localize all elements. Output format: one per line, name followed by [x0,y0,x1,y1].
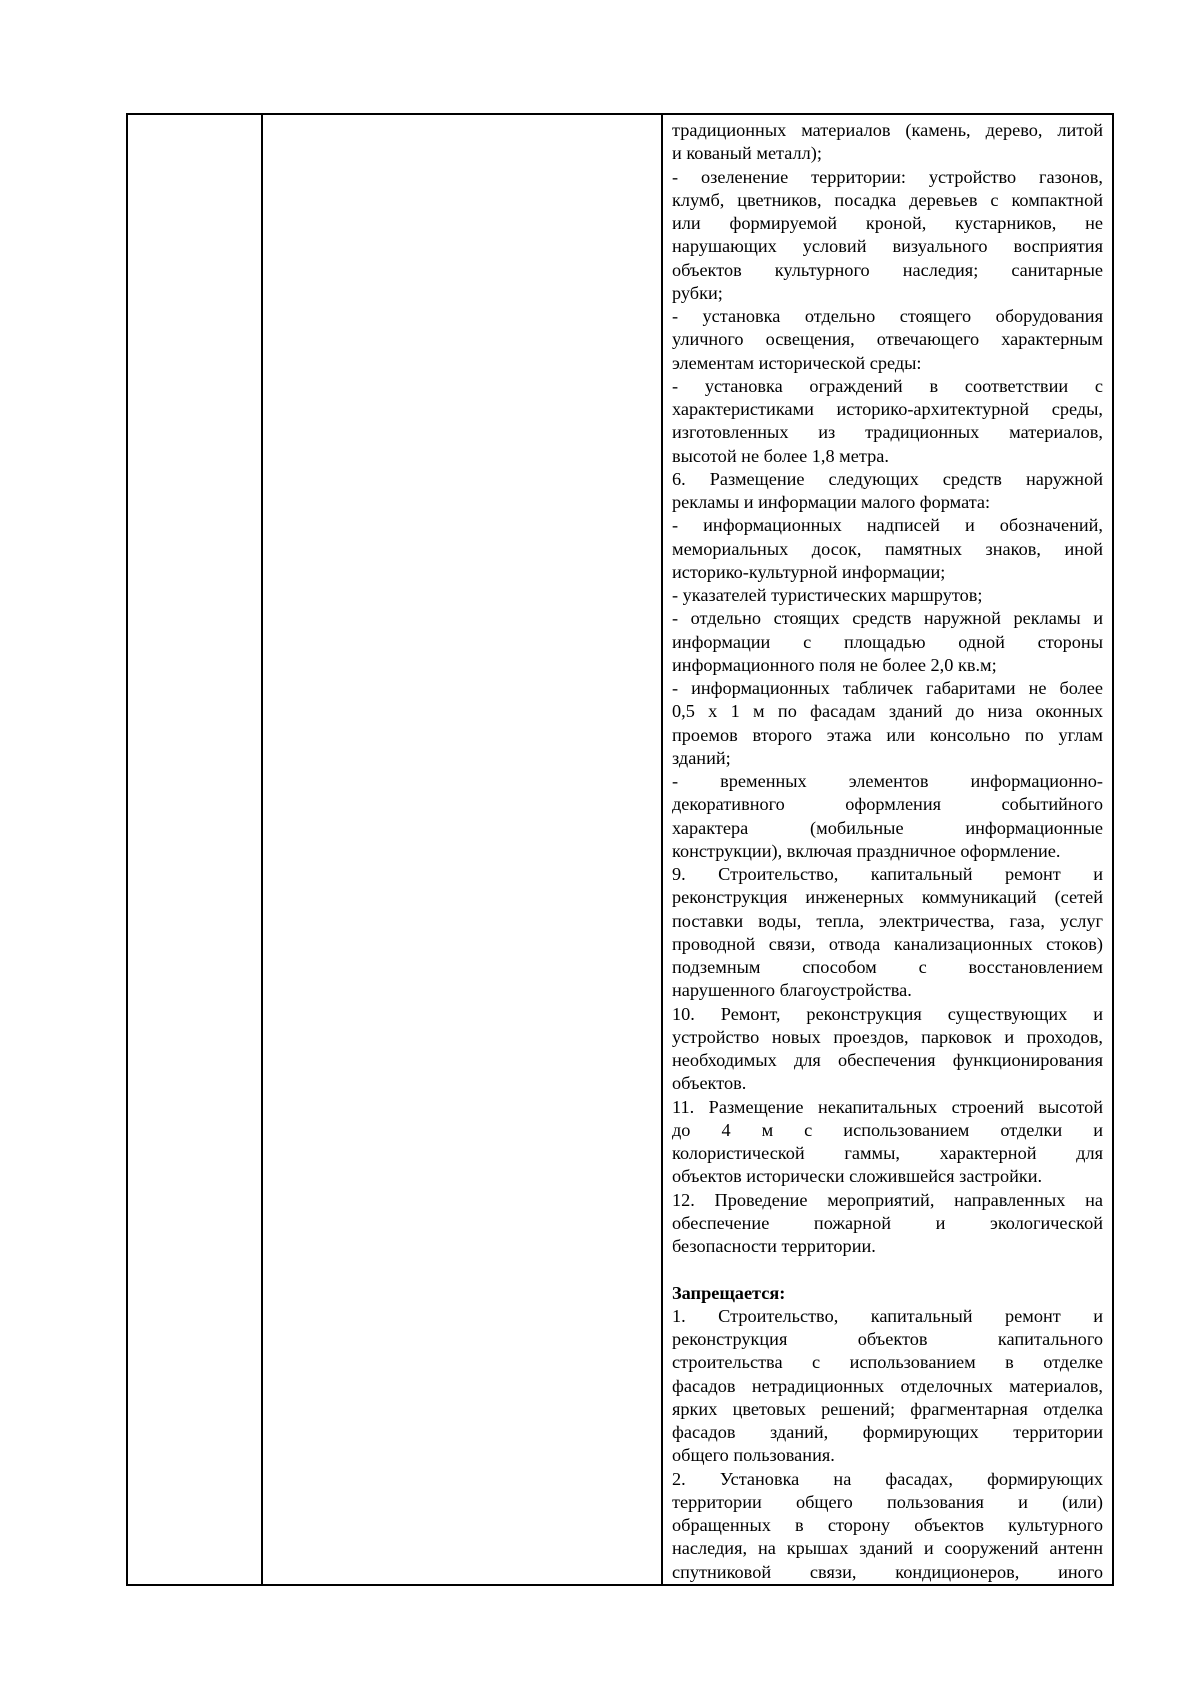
text-line: клумб, цветников, посадка деревьев с компактной [672,189,1103,210]
text-line: мемориальных досок, памятных знаков, иной [672,538,1103,559]
cell-2-text [263,115,661,119]
text-line: общего пользования. [672,1445,835,1466]
text-line: - указателей туристических маршрутов; [672,585,983,605]
text-line: 10. Ремонт, реконструкция существующих и [672,1003,1103,1024]
text-line [672,1258,1103,1281]
text-line: или формируемой кроной, кустарников, не [672,213,1103,233]
text-line: уличного освещения, отвечающего характерным [672,329,1103,350]
text-line: традиционных материалов (камень, дерево, литой [672,120,1103,140]
text-line: нарушенного благоустройства. [672,980,912,1001]
text-line: 0,5 х 1 м по фасадам зданий до низа оконных [672,701,1103,722]
text-line: - озеленение территории: устройство газонов, [672,166,1103,187]
text-line: изготовленных из традиционных материалов, [672,422,1103,443]
text-line: 12. Проведение мероприятий, направленных на [672,1189,1103,1210]
text-line: колористической гаммы, характерной для [672,1143,1103,1163]
text-line: - установка ограждений в соответствии с [672,375,1103,396]
text-line: наследия, на крышах зданий и сооружений антенн [672,1538,1103,1559]
text-line: до 4 м с использованием отделки и [672,1119,1103,1140]
document-table [126,113,1114,1586]
text-line: историко-культурной информации; [672,561,946,582]
text-line: рубки; [672,282,723,303]
text-line: и кованый металл); [672,143,822,164]
text-line: обеспечение пожарной и экологической [672,1212,1103,1233]
text-line: - отдельно стоящих средств наружной рекламы и [672,608,1103,629]
text-line: 2. Установка на фасадах, формирующих [672,1468,1103,1489]
text-line: фасадов зданий, формирующих территории [672,1422,1103,1442]
text-line: реконструкция объектов капитального [672,1329,1103,1349]
text-line: конструкции), включая праздничное оформление. [672,840,1061,861]
text-line: информации с площадью одной стороны [672,631,1103,652]
text-line: 6. Размещение следующих средств наружной [672,468,1103,489]
text-line: - информационных надписей и обозначений, [672,515,1103,536]
text-line: элементам исторической среды: [672,352,922,373]
text-line: безопасности территории. [672,1236,876,1256]
text-line: проемов второго этажа или консольно по углам [672,724,1103,745]
text-line: высотой не более 1,8 метра. [672,445,889,466]
section-heading: Запрещается: [672,1282,786,1303]
table-cell-2 [262,114,662,1585]
text-line: объектов культурного наследия; санитарные [672,259,1103,280]
cell-1-text [128,115,261,119]
text-line: строительства с использованием в отделке [672,1352,1103,1373]
table-cell-1 [127,114,262,1585]
text-line: обращенных в сторону объектов культурного [672,1515,1103,1535]
text-line: необходимых для обеспечения функционирования [672,1050,1103,1070]
text-line: декоративного оформления событийного [672,794,1103,815]
cell-3-text [663,115,1112,1584]
text-line: поставки воды, тепла, электричества, газа, услуг [672,910,1103,931]
text-line: информационного поля не более 2,0 кв.м; [672,654,997,675]
text-line: территории общего пользования и (или) [672,1491,1103,1512]
text-line: 11. Размещение некапитальных строений высотой [672,1096,1103,1117]
text-line: фасадов нетрадиционных отделочных материалов, [672,1375,1103,1396]
text-line: характеристиками историко-архитектурной среды, [672,399,1103,419]
text-line: объектов исторически сложившейся застройки. [672,1166,1043,1187]
text-line: устройство новых проездов, парковок и проходов, [672,1026,1103,1047]
text-line: - временных элементов информационно- [672,771,1103,791]
text-line: характера (мобильные информационные [672,817,1103,838]
text-line: 9. Строительство, капитальный ремонт и [672,864,1103,884]
text-line: реконструкция инженерных коммуникаций (сетей [672,887,1103,908]
text-line: спутниковой связи, кондиционеров, иного [672,1561,1103,1582]
text-line: - установка отдельно стоящего оборудования [672,306,1103,326]
text-line: подземным способом с восстановлением [672,957,1103,977]
text-line: - информационных табличек габаритами не более [672,678,1103,698]
text-line: зданий; [672,747,731,768]
text-line: рекламы и информации малого формата: [672,492,991,512]
text-line: объектов. [672,1073,747,1094]
text-line: нарушающих условий визуального восприятия [672,236,1103,257]
text-line: 1. Строительство, капитальный ремонт и [672,1305,1103,1326]
table-cell-3 [662,114,1113,1585]
table-row [127,114,1113,1585]
text-line: ярких цветовых решений; фрагментарная отделка [672,1398,1103,1419]
text-line: проводной связи, отвода канализационных стоков) [672,933,1103,954]
